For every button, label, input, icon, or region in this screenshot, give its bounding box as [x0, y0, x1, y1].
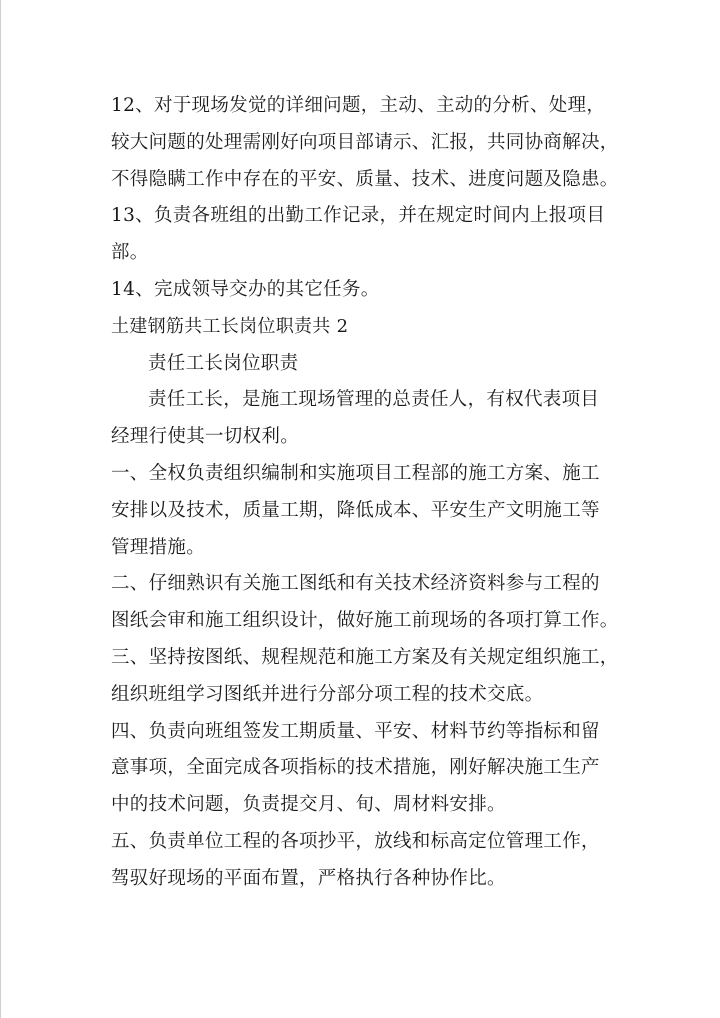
text-line: 图纸会审和施工组织设计，做好施工前现场的各项打算工作。	[111, 610, 619, 632]
text-line: 三、坚持按图纸、规程规范和施工方案及有关规定组织施工，	[111, 646, 619, 668]
text-line: 13、负责各班组的出勤工作记录，并在规定时间内上报项目	[111, 205, 606, 227]
text-line: 管理措施。	[111, 536, 206, 558]
text-line: 安排以及技术，质量工期，降低成本、平安生产文明施工等	[111, 499, 600, 521]
section-title: 土建钢筋共工长岗位职责共 2	[111, 315, 349, 337]
text-line: 不得隐瞒工作中存在的平安、质量、技术、进度问题及隐患。	[111, 168, 619, 190]
text-line: 较大问题的处理需刚好向项目部请示、汇报，共同协商解决，	[111, 131, 619, 153]
text-line: 驾驭好现场的平面布置，严格执行各种协作比。	[111, 867, 506, 889]
text-line: 四、负责向班组签发工期质量、平安、材料节约等指标和留	[111, 720, 600, 742]
text-line: 部。	[111, 242, 149, 264]
text-line: 经理行使其一切权利。	[111, 426, 300, 448]
text-line: 责任工长，是施工现场管理的总责任人，有权代表项目	[148, 389, 600, 411]
text-line: 二、仔细熟识有关施工图纸和有关技术经济资料参与工程的	[111, 573, 600, 595]
text-line: 一、全权负责组织编制和实施项目工程部的施工方案、施工	[111, 462, 600, 484]
document-body	[111, 88, 621, 898]
text-line: 组织班组学习图纸并进行分部分项工程的技术交底。	[111, 683, 544, 705]
text-line: 中的技术问题，负责提交月、旬、周材料安排。	[111, 794, 506, 816]
text-line: 意事项，全面完成各项指标的技术措施，刚好解决施工生产	[111, 757, 600, 779]
section-heading: 责任工长岗位职责	[148, 352, 299, 374]
text-line: 14、完成领导交办的其它任务。	[111, 278, 380, 300]
text-line: 五、负责单位工程的各项抄平，放线和标高定位管理工作，	[111, 830, 600, 852]
text-line: 12、对于现场发觉的详细问题，主动、主动的分析、处理，	[111, 95, 606, 116]
